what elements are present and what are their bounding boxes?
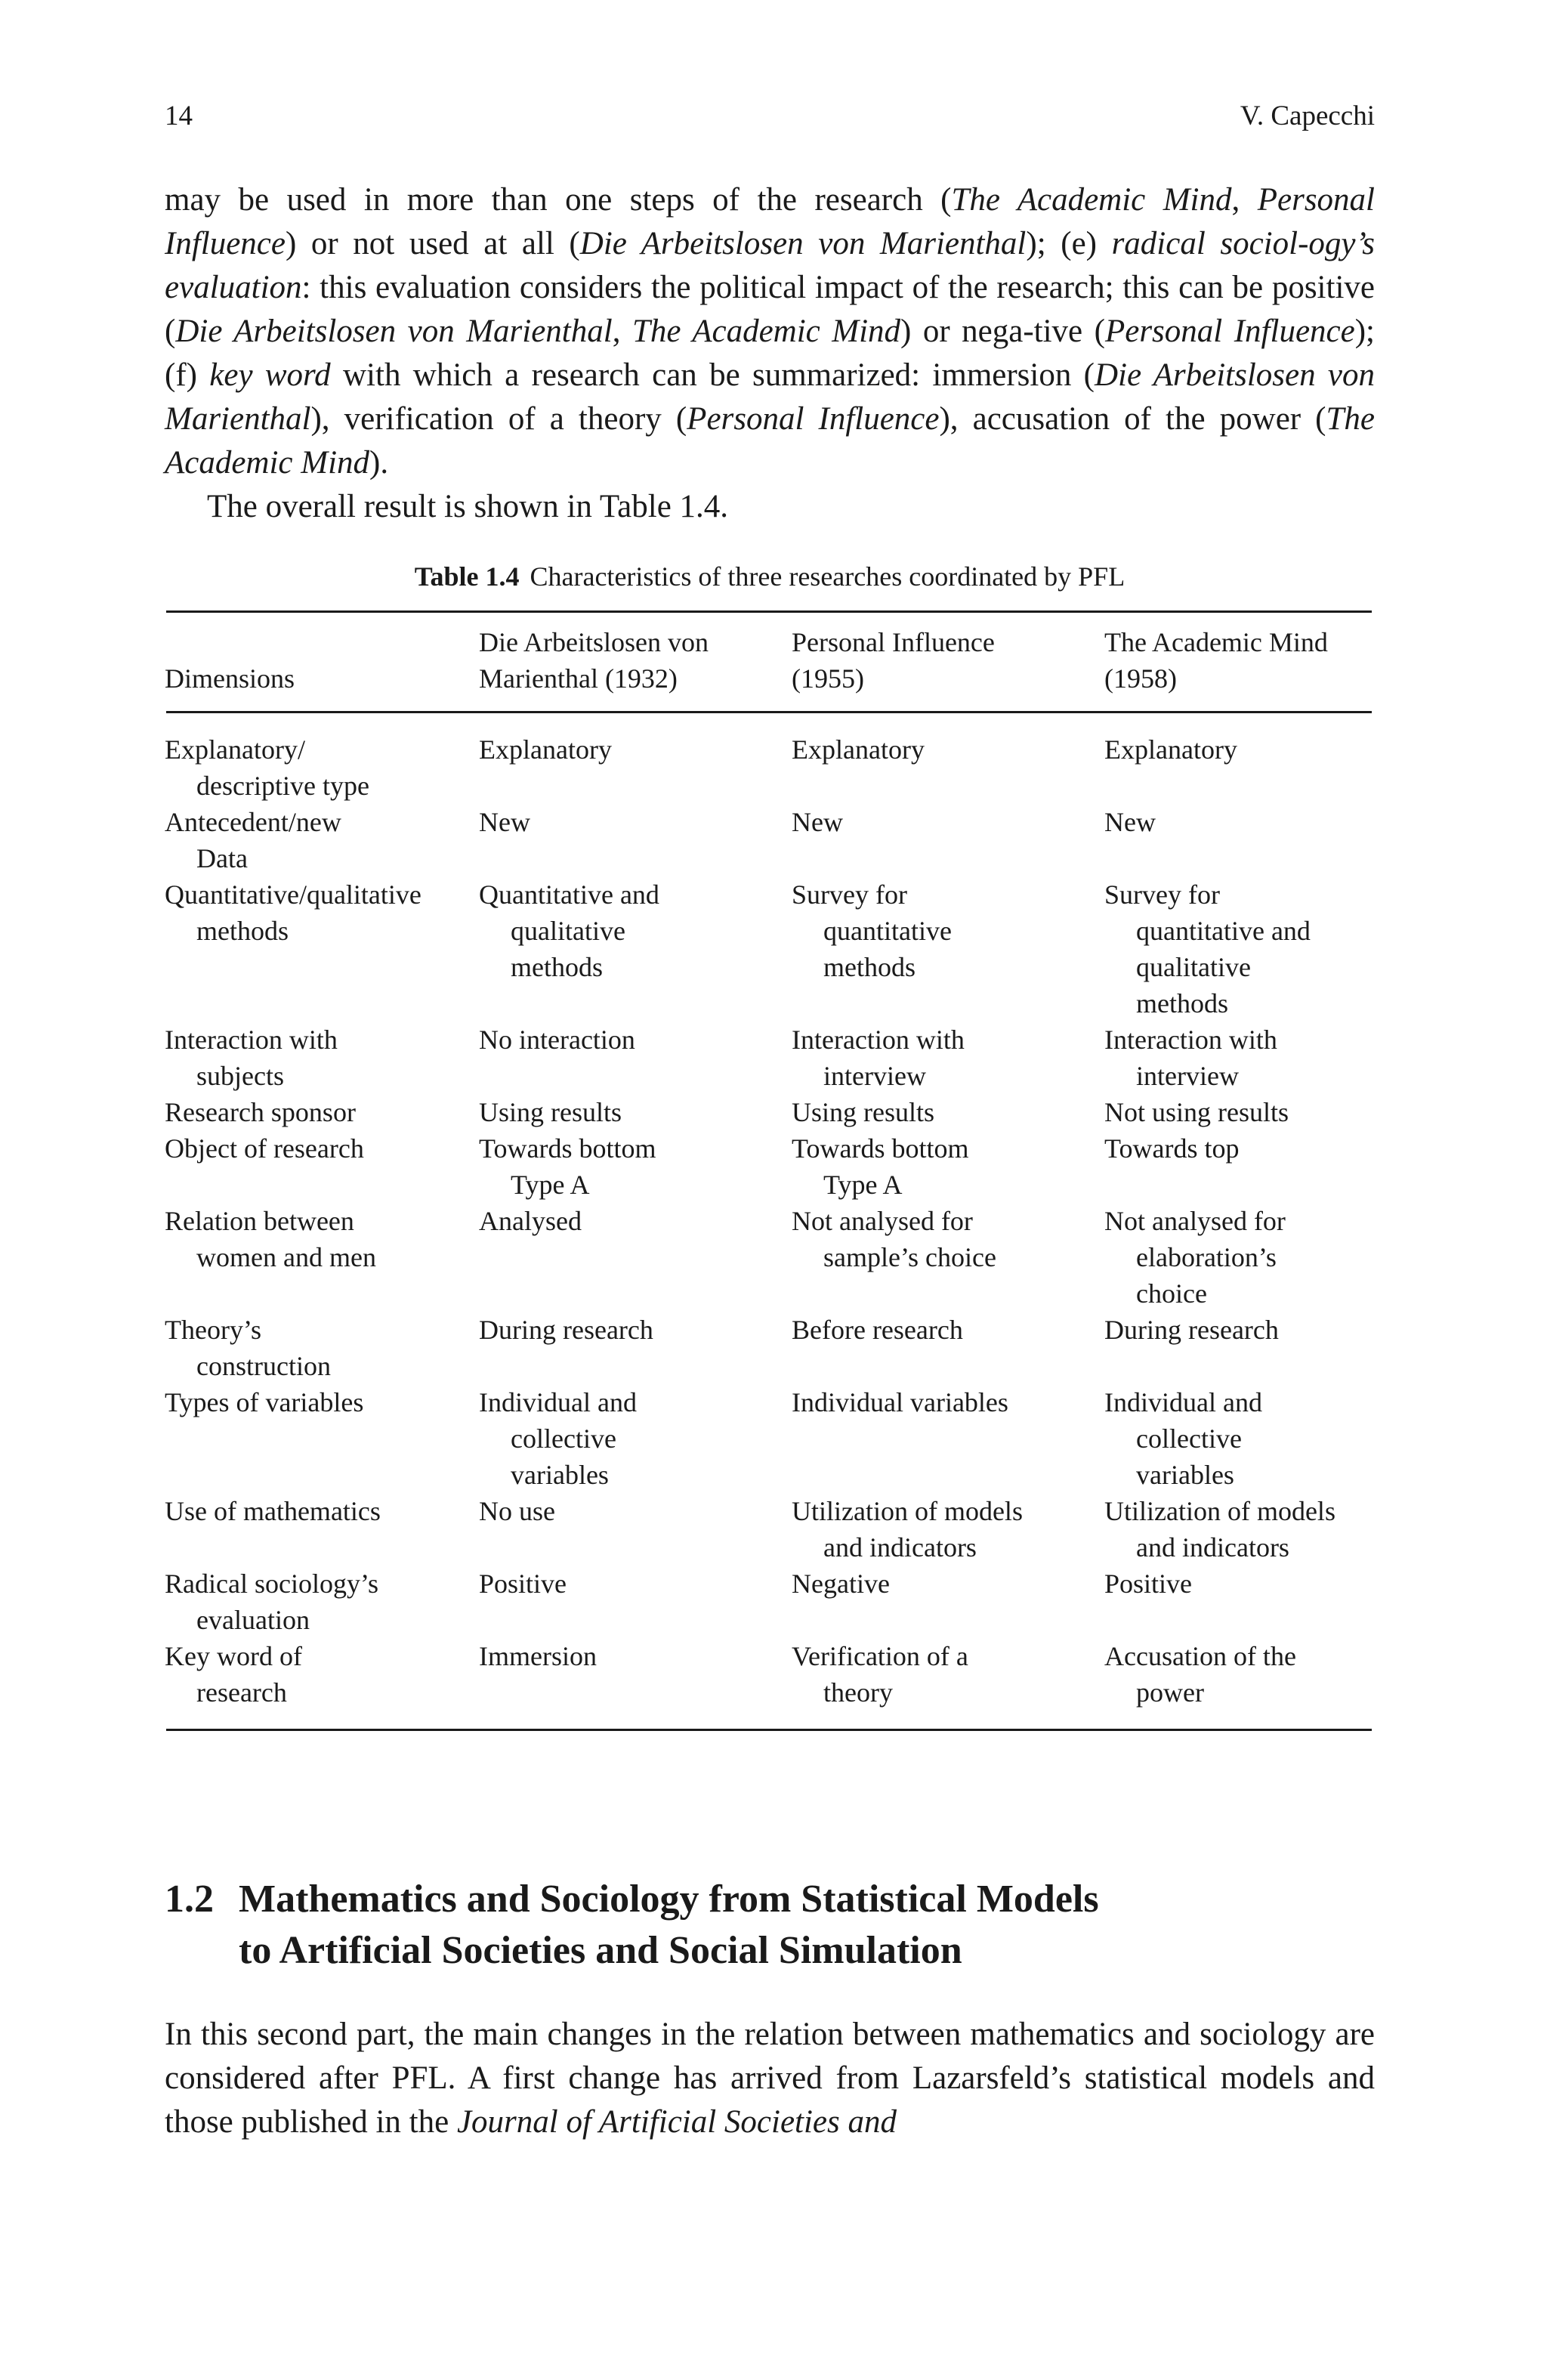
table-cell-line: methods <box>196 916 289 946</box>
text-run: , <box>612 314 632 349</box>
table-cell-line: Interaction with <box>792 1025 965 1055</box>
text-run: may be used in more than one steps of the research ( <box>165 182 952 218</box>
table-cell-line: Verification of a <box>792 1641 968 1671</box>
italic-run: Personal Influence <box>165 182 1376 261</box>
table-cell-line: No use <box>479 1496 555 1526</box>
table-cell-line: interview <box>823 1061 926 1091</box>
italic-run: The Academic Mind <box>165 401 1375 481</box>
table-cell-line: Interaction with <box>165 1025 338 1055</box>
running-head <box>165 100 1375 138</box>
table-cell-line: Utilization of models <box>792 1496 1023 1526</box>
text-run: : this evaluation considers the political impact of the research; this can be positive ( <box>165 270 1375 349</box>
italic-run: Personal Influence <box>687 401 940 437</box>
table-cell-line: Not analysed for <box>792 1206 973 1236</box>
table-cell-line: Explanatory <box>479 734 612 765</box>
text-run: ), verification of a theory ( <box>310 401 687 437</box>
table-cell <box>1104 1203 1547 1312</box>
table-caption-text: Characteristics of three researches coordinated by PFL <box>530 561 1126 592</box>
table-cell-line: Antecedent/new <box>165 807 341 837</box>
table-cell-line: power <box>1136 1677 1204 1708</box>
table-label: Table 1.4 <box>414 561 520 592</box>
table-cell-line: collective <box>511 1423 616 1454</box>
table-cell-line: Analysed <box>479 1206 582 1236</box>
table-cell-line: choice <box>1136 1278 1207 1309</box>
table-cell-line: research <box>196 1677 287 1708</box>
table-cell <box>1104 1022 1547 1094</box>
text-run: ). <box>369 445 389 481</box>
italic-run: Die Arbeitslosen von Marienthal <box>165 357 1375 437</box>
italic-run: Personal Influence <box>1104 314 1355 349</box>
table-cell-line: Object of research <box>165 1133 364 1164</box>
running-head-author: V. Capecchi <box>1240 100 1375 131</box>
table-cell-line: methods <box>823 952 916 982</box>
text-run: In this second part, the main changes in the relation between mathematics and sociology are considered after PFL. A first change has arrived from Lazarsfeld’s statistical models and those published in the <box>165 2017 1375 2140</box>
table-cell-line: subjects <box>196 1061 284 1091</box>
italic-run: key word <box>209 357 331 393</box>
table-cell-line: Theory’s <box>165 1315 261 1345</box>
table-cell-line: New <box>1104 807 1156 837</box>
italic-run: Journal of Artificial Societies and <box>456 2104 897 2140</box>
table-cell-line: Types of variables <box>165 1387 364 1417</box>
table-header-line: (1958) <box>1104 663 1177 694</box>
paragraph-3 <box>165 2013 1375 2144</box>
table-cell-line: qualitative <box>511 916 625 946</box>
table-header-line: (1955) <box>792 663 864 694</box>
table-cell <box>1104 1493 1547 1566</box>
table-cell-line: Use of mathematics <box>165 1496 381 1526</box>
table-cell-line: Explanatory <box>1104 734 1237 765</box>
table-cell-line: Towards top <box>1104 1133 1240 1164</box>
table-cell-line: Explanatory/ <box>165 734 305 765</box>
table-cell-line: Immersion <box>479 1641 597 1671</box>
table-cell-line: New <box>792 807 843 837</box>
table-cell-line: Type A <box>511 1170 590 1200</box>
table-caption <box>165 561 1375 592</box>
text-run: with which a research can be summarized: immersion ( <box>330 357 1095 393</box>
italic-run: radical sociol-ogy’s evaluation <box>165 226 1375 305</box>
table-cell-line: Individual and <box>1104 1387 1262 1417</box>
table-cell-line: collective <box>1136 1423 1242 1454</box>
table-cell-line: methods <box>511 952 603 982</box>
table-cell-line: theory <box>823 1677 893 1708</box>
table-cell-line: Using results <box>792 1097 934 1127</box>
table-cell-line: Not analysed for <box>1104 1206 1286 1236</box>
table-cell-line: elaboration’s <box>1136 1242 1277 1272</box>
italic-run: Die Arbeitslosen von Marienthal <box>579 226 1027 261</box>
text-run: ), accusation of the power ( <box>939 401 1326 437</box>
table-cell <box>1104 1638 1547 1711</box>
table-cell <box>1104 804 1547 840</box>
text-run: ) or nega-tive ( <box>900 314 1105 349</box>
section-title-line-1: Mathematics and Sociology from Statistical Models <box>239 1878 1099 1921</box>
table-bottom-rule <box>166 1729 1372 1731</box>
table-cell-line: Survey for <box>792 879 907 910</box>
table-cell-line: Key word of <box>165 1641 302 1671</box>
table-cell-line: Type A <box>823 1170 903 1200</box>
paragraph-1 <box>165 178 1375 485</box>
table-cell-line: Utilization of models <box>1104 1496 1335 1526</box>
table-cell-line: evaluation <box>196 1605 310 1635</box>
table-cell <box>1104 1384 1547 1493</box>
table-cell-line: Relation between <box>165 1206 354 1236</box>
table-cell-line: Data <box>196 843 248 873</box>
table-cell-line: Research sponsor <box>165 1097 356 1127</box>
table-cell-line: Individual variables <box>792 1387 1008 1417</box>
table-cell-line: descriptive type <box>196 771 369 801</box>
table-cell-line: women and men <box>196 1242 376 1272</box>
table-header-line: Die Arbeitslosen von <box>479 627 709 657</box>
table-cell-line: Towards bottom <box>792 1133 969 1164</box>
table-cell-line: variables <box>1136 1460 1234 1490</box>
table-cell <box>1104 731 1547 768</box>
table-cell-line: During research <box>479 1315 653 1345</box>
table-cell-line: Positive <box>479 1569 567 1599</box>
table-cell-line: construction <box>196 1351 331 1381</box>
table-cell-line: New <box>479 807 530 837</box>
table-cell-line: quantitative <box>823 916 952 946</box>
italic-run: The Academic Mind <box>631 314 901 349</box>
table-cell-line: and indicators <box>1136 1532 1289 1562</box>
italic-run: Die Arbeitslosen von Marienthal <box>175 314 613 349</box>
table-cell-line: methods <box>1136 988 1228 1018</box>
table-header-line: Personal Influence <box>792 627 995 657</box>
table-cell-line: Positive <box>1104 1569 1193 1599</box>
table-cell-line: and indicators <box>823 1532 977 1562</box>
table-cell-line: Explanatory <box>792 734 925 765</box>
section-number: 1.2 <box>165 1878 214 1921</box>
table-cell-line: Accusation of the <box>1104 1641 1296 1671</box>
table-cell-line: Towards bottom <box>479 1133 656 1164</box>
table-header-line: Marienthal (1932) <box>479 663 678 694</box>
table-cell-line: interview <box>1136 1061 1239 1091</box>
section-title-line-2: to Artificial Societies and Social Simulation <box>239 1929 962 1972</box>
table-cell-line: Not using results <box>1104 1097 1289 1127</box>
table-top-rule <box>166 610 1372 613</box>
table-cell-line: Radical sociology’s <box>165 1569 378 1599</box>
page-number: 14 <box>165 100 193 131</box>
text-run: ) or not used at all ( <box>285 226 580 261</box>
table-cell <box>1104 1130 1547 1167</box>
table-cell-line: Using results <box>479 1097 622 1127</box>
table-cell-line: sample’s choice <box>823 1242 996 1272</box>
paragraph-2: The overall result is shown in Table 1.4. <box>207 489 729 524</box>
table-cell <box>1104 1566 1547 1602</box>
table-cell-line: Quantitative and <box>479 879 659 910</box>
table-cell-line: Quantitative/qualitative <box>165 879 421 910</box>
table-cell-line: qualitative <box>1136 952 1251 982</box>
table-header-line: Dimensions <box>165 663 295 694</box>
table-cell-line: quantitative and <box>1136 916 1311 946</box>
section-title <box>239 1874 1296 1977</box>
table-cell-line: Individual and <box>479 1387 637 1417</box>
table-cell-line: Before research <box>792 1315 963 1345</box>
table-header-cell <box>1104 624 1547 697</box>
table-cell-line: During research <box>1104 1315 1279 1345</box>
text-run: ); (f) <box>165 314 1375 393</box>
table-cell <box>1104 876 1547 1022</box>
table-cell-line: variables <box>511 1460 609 1490</box>
table-cell <box>1104 1094 1547 1130</box>
table-cell-line: No interaction <box>479 1025 635 1055</box>
text-run: , <box>1231 182 1258 218</box>
table-cell <box>1104 1312 1547 1348</box>
text-run: ); (e) <box>1026 226 1112 261</box>
table-cell-line: Negative <box>792 1569 890 1599</box>
italic-run: The Academic Mind <box>951 182 1232 218</box>
table-header-rule <box>166 711 1372 713</box>
table-cell-line: Interaction with <box>1104 1025 1277 1055</box>
table-header-line: The Academic Mind <box>1104 627 1328 657</box>
table-cell-line: Survey for <box>1104 879 1220 910</box>
